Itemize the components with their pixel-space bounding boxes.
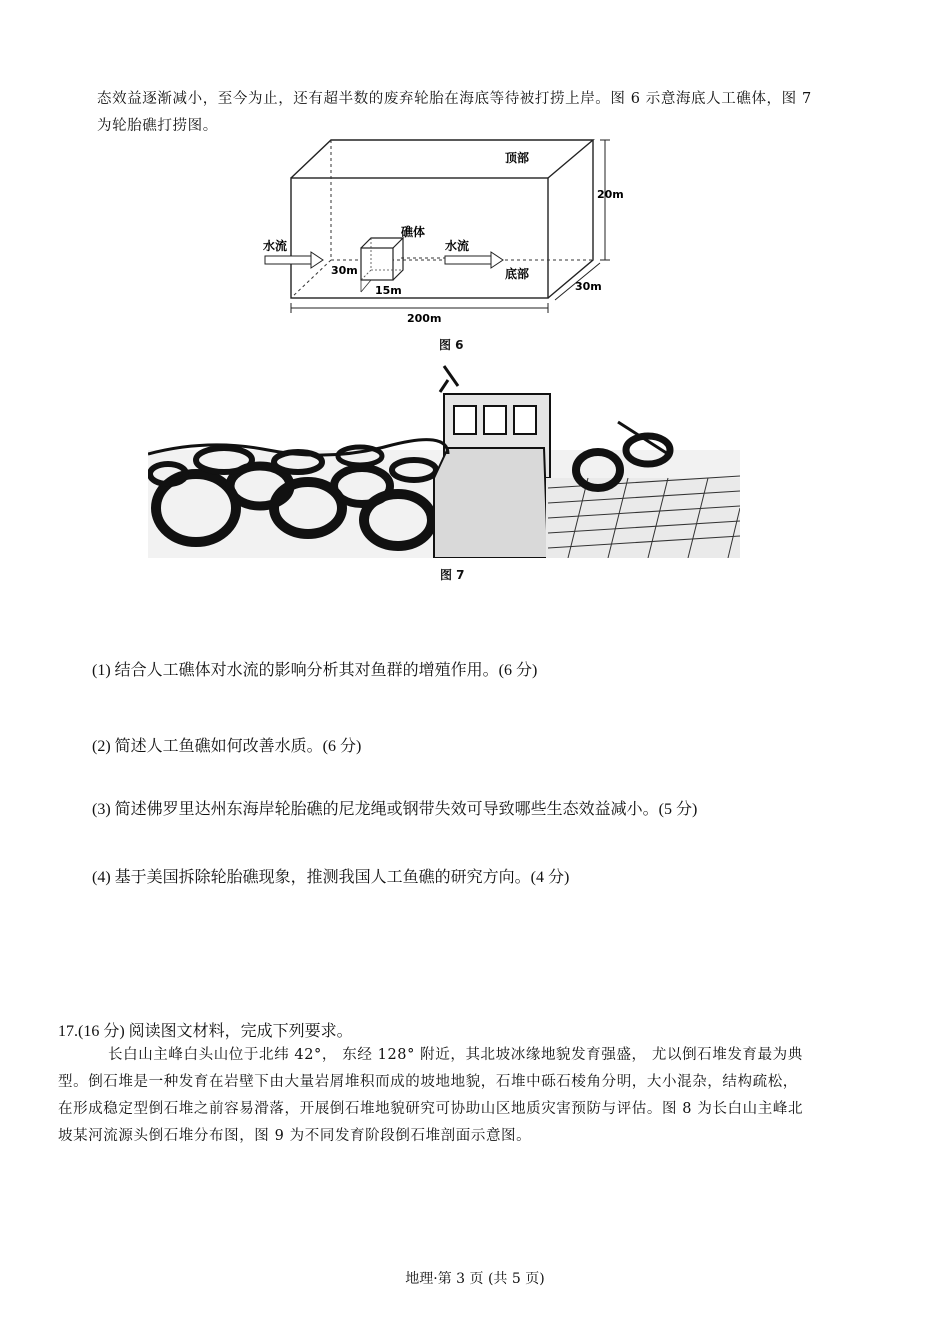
- figure-6-caption: 图 6: [439, 338, 464, 352]
- q17-line-1: 长白山主峰白头山位于北纬 42°， 东经 128° 附近，其北坡冰缘地貌发育强盛， 尤以倒石堆发育最为典: [108, 1047, 803, 1063]
- q17-line-2: 型。倒石堆是一种发育在岩壁下由大量岩屑堆积而成的坡地地貌，石堆中砾石棱角分明，大小混杂，结构疏松，: [58, 1074, 798, 1090]
- question-3: (3) 简述佛罗里达州东海岸轮胎礁的尼龙绳或钢带失效可导致哪些生态效益减小。(5 分): [92, 801, 698, 818]
- q17-title: 17.(16 分) 阅读图文材料，完成下列要求。: [58, 1023, 353, 1040]
- label-flow-left: 水流: [263, 239, 288, 253]
- label-reef-width: 30m: [331, 264, 358, 277]
- q17-paragraph: [58, 1042, 908, 1150]
- label-bottom: 底部: [505, 267, 530, 281]
- box-top-face: [291, 140, 593, 178]
- flow-arrow-right: [445, 252, 503, 268]
- question-2: (2) 简述人工鱼礁如何改善水质。(6 分): [92, 738, 362, 755]
- q17-line-3: 在形成稳定型倒石堆之前容易滑落，开展倒石堆地貌研究可协助山区地质灾害预防与评估。图 8 为长白山主峰北: [58, 1101, 804, 1117]
- label-reef-depth: 15m: [375, 284, 402, 297]
- boat-structure: [434, 366, 550, 558]
- intro-line-2: 为轮胎礁打捞图。: [97, 118, 218, 134]
- intro-line-1: 态效益逐渐减小，至今为止，还有超半数的废弃轮胎在海底等待被打捞上岸。图 6 示意海底人工礁体，图 7: [97, 91, 812, 107]
- label-length: 200m: [407, 312, 442, 325]
- page-footer: 地理·第 3 页 (共 5 页): [405, 1271, 545, 1287]
- question-4: (4) 基于美国拆除轮胎礁现象，推测我国人工鱼礁的研究方向。(4 分): [92, 869, 570, 886]
- tire-salvage-photo-icon: [148, 358, 740, 558]
- net-area: [546, 476, 740, 558]
- label-reef: 礁体: [401, 225, 426, 239]
- question-1: (1) 结合人工礁体对水流的影响分析其对鱼群的增殖作用。(6 分): [92, 662, 538, 679]
- reef-cube: [361, 238, 403, 280]
- label-flow-right: 水流: [445, 239, 470, 253]
- label-height: 20m: [597, 188, 624, 201]
- figure-6-diagram: [255, 130, 635, 330]
- label-depth: 30m: [575, 280, 602, 293]
- reef-box-diagram: [255, 130, 635, 330]
- label-top: 顶部: [505, 151, 530, 165]
- figure-7-photo: [148, 358, 740, 558]
- q17-line-4: 坡某河流源头倒石堆分布图，图 9 为不同发育阶段倒石堆剖面示意图。: [58, 1128, 532, 1144]
- flow-arrow-left: [265, 252, 323, 268]
- figure-7-caption: 图 7: [440, 568, 465, 582]
